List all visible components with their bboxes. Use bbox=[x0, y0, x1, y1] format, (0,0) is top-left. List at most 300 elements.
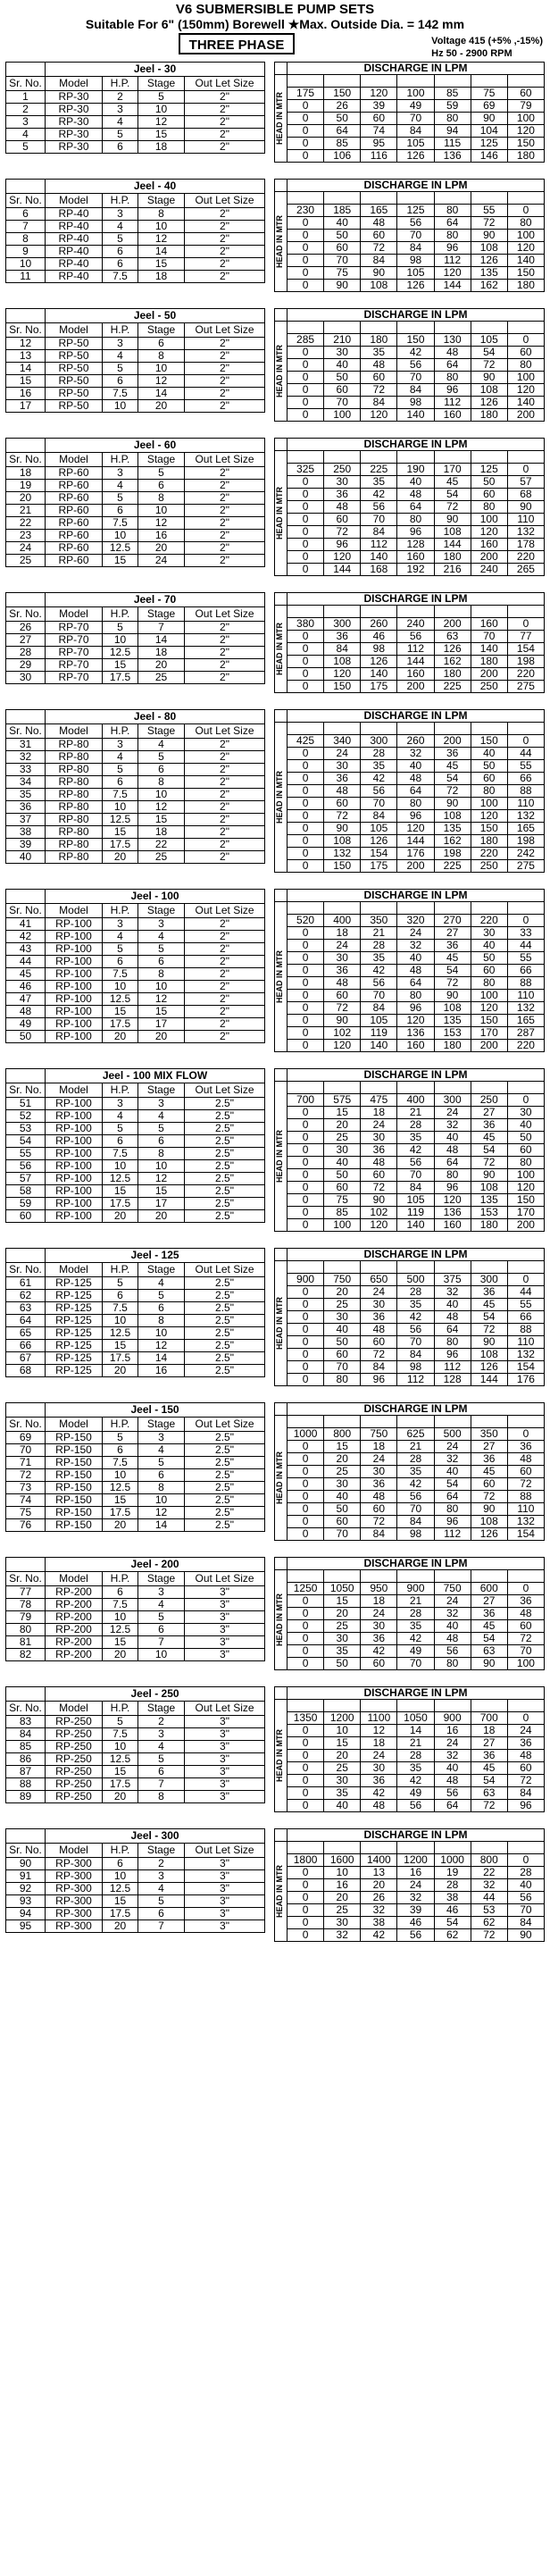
horsepower: 17.5 bbox=[103, 1507, 138, 1519]
stage-count: 14 bbox=[138, 634, 185, 647]
flow-rate: 105 bbox=[471, 334, 507, 347]
stage-count: 3 bbox=[138, 1870, 185, 1883]
head-value: 35 bbox=[397, 1620, 434, 1633]
table-row bbox=[275, 514, 545, 526]
flow-rate: 320 bbox=[397, 915, 434, 927]
head-value: 25 bbox=[324, 1132, 361, 1144]
sr-no: 53 bbox=[6, 1123, 46, 1135]
table-row bbox=[6, 542, 265, 555]
head-value: 36 bbox=[471, 1286, 507, 1299]
head-value: 27 bbox=[471, 1107, 507, 1119]
table-row bbox=[275, 1374, 545, 1386]
stage-count: 5 bbox=[138, 1611, 185, 1624]
stage-count: 3 bbox=[138, 1586, 185, 1599]
head-axis-label bbox=[275, 1700, 288, 1812]
stage-count: 8 bbox=[138, 776, 185, 789]
head-value: 60 bbox=[507, 1762, 544, 1775]
head-value: 120 bbox=[361, 1219, 397, 1232]
pump-group bbox=[5, 889, 545, 1056]
head-value: 128 bbox=[397, 539, 434, 551]
stage-count: 10 bbox=[138, 1327, 185, 1340]
head-value: 0 bbox=[288, 977, 324, 990]
head-value: 15 bbox=[324, 1737, 361, 1750]
flow-rate: 210 bbox=[324, 334, 361, 347]
model-name: RP-40 bbox=[46, 246, 103, 258]
head-value: 200 bbox=[471, 1040, 507, 1052]
stage-count: 20 bbox=[138, 659, 185, 672]
horsepower: 5 bbox=[103, 943, 138, 956]
head-value: 90 bbox=[471, 1503, 507, 1516]
head-value: 0 bbox=[288, 848, 324, 860]
horsepower: 12.5 bbox=[103, 993, 138, 1006]
head-value: 30 bbox=[324, 1917, 361, 1929]
sr-no: 88 bbox=[6, 1778, 46, 1791]
head-value: 79 bbox=[507, 100, 544, 113]
head-value: 106 bbox=[324, 150, 361, 163]
stage-count: 4 bbox=[138, 1277, 185, 1290]
table-row bbox=[6, 338, 265, 350]
head-value: 60 bbox=[507, 1144, 544, 1157]
col-header-outlet: Out Let Size bbox=[185, 724, 265, 739]
head-value: 84 bbox=[324, 643, 361, 656]
head-value: 60 bbox=[361, 372, 397, 384]
head-value: 80 bbox=[434, 230, 471, 242]
head-value: 144 bbox=[324, 564, 361, 576]
head-value: 42 bbox=[361, 965, 397, 977]
head-value: 30 bbox=[324, 1144, 361, 1157]
head-value: 135 bbox=[434, 1015, 471, 1027]
head-value: 0 bbox=[288, 1892, 324, 1904]
head-value: 0 bbox=[288, 681, 324, 693]
flow-rate: 0 bbox=[507, 1712, 544, 1725]
model-name: RP-30 bbox=[46, 104, 103, 116]
head-value: 36 bbox=[324, 965, 361, 977]
head-value: 42 bbox=[397, 1311, 434, 1324]
head-value: 60 bbox=[507, 1620, 544, 1633]
sr-no: 44 bbox=[6, 956, 46, 968]
flow-rate: 300 bbox=[471, 1274, 507, 1286]
head-value: 70 bbox=[361, 514, 397, 526]
head-value: 0 bbox=[288, 138, 324, 150]
head-value: 60 bbox=[324, 1349, 361, 1361]
table-row bbox=[6, 1883, 265, 1895]
head-value: 45 bbox=[434, 476, 471, 489]
outlet-size: 2" bbox=[185, 375, 265, 388]
head-value: 84 bbox=[397, 125, 434, 138]
stage-count: 12 bbox=[138, 233, 185, 246]
head-value: 54 bbox=[471, 1633, 507, 1645]
sr-no: 56 bbox=[6, 1160, 46, 1173]
col-header-outlet: Out Let Size bbox=[185, 904, 265, 918]
table-row bbox=[275, 1015, 545, 1027]
head-value: 154 bbox=[507, 1361, 544, 1374]
model-name: RP-100 bbox=[46, 918, 103, 931]
head-value: 60 bbox=[324, 1516, 361, 1528]
col-header-outlet: Out Let Size bbox=[185, 1702, 265, 1716]
table-row bbox=[6, 129, 265, 141]
horsepower: 6 bbox=[103, 505, 138, 517]
stage-count: 25 bbox=[138, 672, 185, 684]
head-value: 108 bbox=[434, 810, 471, 823]
head-value: 84 bbox=[397, 1516, 434, 1528]
head-value: 36 bbox=[361, 1633, 397, 1645]
stage-count: 15 bbox=[138, 258, 185, 271]
horsepower: 7.5 bbox=[103, 1599, 138, 1611]
group-name: Jeel - 250 bbox=[46, 1687, 265, 1702]
head-value: 46 bbox=[434, 1904, 471, 1917]
table-row bbox=[6, 1290, 265, 1302]
flow-rate: 0 bbox=[507, 1274, 544, 1286]
group-name: Jeel - 150 bbox=[46, 1403, 265, 1418]
stage-count: 8 bbox=[138, 968, 185, 981]
head-value: 0 bbox=[288, 952, 324, 965]
model-name: RP-100 bbox=[46, 1160, 103, 1173]
head-value: 0 bbox=[288, 1194, 324, 1207]
outlet-size: 2" bbox=[185, 129, 265, 141]
head-value: 63 bbox=[471, 1645, 507, 1658]
model-name: RP-80 bbox=[46, 801, 103, 814]
stage-count: 6 bbox=[138, 1302, 185, 1315]
table-row bbox=[6, 1519, 265, 1532]
table-row bbox=[275, 138, 545, 150]
horsepower: 5 bbox=[103, 622, 138, 634]
flow-rate: 400 bbox=[324, 915, 361, 927]
head-value: 0 bbox=[288, 1904, 324, 1917]
sr-no: 39 bbox=[6, 839, 46, 851]
head-value: 0 bbox=[288, 1207, 324, 1219]
head-value: 13 bbox=[361, 1867, 397, 1879]
model-table bbox=[5, 592, 265, 684]
head-value: 42 bbox=[361, 1787, 397, 1800]
horsepower: 7.5 bbox=[103, 968, 138, 981]
stage-count: 14 bbox=[138, 1519, 185, 1532]
model-name: RP-100 bbox=[46, 1210, 103, 1223]
flow-rate: 300 bbox=[361, 735, 397, 748]
table-row bbox=[6, 530, 265, 542]
outlet-size: 2" bbox=[185, 542, 265, 555]
head-value: 0 bbox=[288, 1132, 324, 1144]
col-header-outlet: Out Let Size bbox=[185, 1844, 265, 1858]
stage-count: 5 bbox=[138, 1457, 185, 1469]
table-row bbox=[275, 1762, 545, 1775]
head-value: 30 bbox=[324, 1478, 361, 1491]
horsepower: 20 bbox=[103, 1649, 138, 1661]
head-value: 100 bbox=[471, 990, 507, 1002]
table-row bbox=[6, 1340, 265, 1352]
model-name: RP-100 bbox=[46, 1173, 103, 1185]
head-label-text: HEAD IN MTR bbox=[275, 950, 284, 1003]
sr-no: 80 bbox=[6, 1624, 46, 1636]
table-row bbox=[6, 1908, 265, 1920]
stage-count: 16 bbox=[138, 530, 185, 542]
head-value: 80 bbox=[507, 1157, 544, 1169]
table-row bbox=[275, 860, 545, 873]
head-value: 135 bbox=[434, 823, 471, 835]
head-label-text: HEAD IN MTR bbox=[275, 1593, 284, 1646]
head-value: 54 bbox=[434, 489, 471, 501]
horsepower: 2 bbox=[103, 91, 138, 104]
head-value: 0 bbox=[288, 1119, 324, 1132]
col-header-hp: H.P. bbox=[103, 1263, 138, 1277]
table-row bbox=[275, 1929, 545, 1942]
outlet-size: 2" bbox=[185, 271, 265, 283]
outlet-size: 3" bbox=[185, 1766, 265, 1778]
model-name: RP-150 bbox=[46, 1457, 103, 1469]
head-value: 178 bbox=[507, 539, 544, 551]
table-row bbox=[6, 826, 265, 839]
sr-no: 86 bbox=[6, 1753, 46, 1766]
head-value: 119 bbox=[361, 1027, 397, 1040]
head-value: 115 bbox=[434, 138, 471, 150]
head-value: 40 bbox=[397, 952, 434, 965]
table-row bbox=[6, 400, 265, 413]
head-value: 105 bbox=[361, 823, 397, 835]
model-name: RP-150 bbox=[46, 1519, 103, 1532]
table-row bbox=[275, 940, 545, 952]
head-value: 126 bbox=[471, 255, 507, 267]
head-value: 72 bbox=[471, 1324, 507, 1336]
table-row bbox=[6, 1753, 265, 1766]
outlet-size: 3" bbox=[185, 1728, 265, 1741]
head-value: 0 bbox=[288, 1608, 324, 1620]
table-row bbox=[6, 1352, 265, 1365]
flow-rate: 700 bbox=[471, 1712, 507, 1725]
col-header-sr: Sr. No. bbox=[6, 904, 46, 918]
head-value: 170 bbox=[471, 1027, 507, 1040]
table-row bbox=[6, 1766, 265, 1778]
head-value: 56 bbox=[397, 1324, 434, 1336]
model-table bbox=[5, 1402, 265, 1532]
head-value: 170 bbox=[507, 1207, 544, 1219]
discharge-header: DISCHARGE IN LPM bbox=[288, 710, 545, 723]
head-value: 0 bbox=[288, 631, 324, 643]
head-value: 45 bbox=[434, 760, 471, 773]
group-name: Jeel - 100 bbox=[46, 890, 265, 904]
stage-count: 4 bbox=[138, 1741, 185, 1753]
stage-count: 7 bbox=[138, 1778, 185, 1791]
outlet-size: 2.5" bbox=[185, 1519, 265, 1532]
head-value: 250 bbox=[471, 681, 507, 693]
head-value: 0 bbox=[288, 785, 324, 798]
head-value: 140 bbox=[397, 1219, 434, 1232]
head-value: 40 bbox=[324, 1324, 361, 1336]
flow-rate: 0 bbox=[507, 205, 544, 217]
flow-rate: 225 bbox=[361, 464, 397, 476]
model-name: RP-100 bbox=[46, 1006, 103, 1018]
pump-group bbox=[5, 592, 545, 697]
outlet-size: 2" bbox=[185, 1031, 265, 1043]
head-value: 16 bbox=[324, 1879, 361, 1892]
table-row bbox=[6, 1198, 265, 1210]
head-value: 70 bbox=[361, 798, 397, 810]
table-row bbox=[6, 1636, 265, 1649]
stage-count: 5 bbox=[138, 1753, 185, 1766]
table-row bbox=[275, 1441, 545, 1453]
discharge-header: DISCHARGE IN LPM bbox=[288, 180, 545, 192]
group-name: Jeel - 125 bbox=[46, 1249, 265, 1263]
head-label-text: HEAD IN MTR bbox=[275, 623, 284, 675]
head-value: 24 bbox=[361, 1286, 397, 1299]
head-value: 28 bbox=[397, 1286, 434, 1299]
head-value: 40 bbox=[324, 217, 361, 230]
table-row bbox=[275, 1775, 545, 1787]
discharge-header: DISCHARGE IN LPM bbox=[288, 1403, 545, 1416]
head-value: 77 bbox=[507, 631, 544, 643]
table-row bbox=[6, 1870, 265, 1883]
head-axis-label bbox=[275, 606, 288, 693]
head-value: 54 bbox=[471, 1144, 507, 1157]
head-value: 70 bbox=[397, 1336, 434, 1349]
head-value: 108 bbox=[471, 384, 507, 397]
head-value: 50 bbox=[324, 113, 361, 125]
discharge-table bbox=[274, 889, 545, 1052]
head-value: 0 bbox=[288, 1157, 324, 1169]
stage-count: 5 bbox=[138, 751, 185, 764]
head-value: 90 bbox=[471, 372, 507, 384]
sr-no: 27 bbox=[6, 634, 46, 647]
col-header-stage: Stage bbox=[138, 904, 185, 918]
head-value: 120 bbox=[471, 1002, 507, 1015]
model-name: RP-150 bbox=[46, 1482, 103, 1494]
head-value: 30 bbox=[507, 1107, 544, 1119]
head-value: 126 bbox=[397, 280, 434, 292]
head-value: 0 bbox=[288, 1658, 324, 1670]
model-table bbox=[5, 308, 265, 413]
sr-no: 31 bbox=[6, 739, 46, 751]
head-value: 108 bbox=[361, 280, 397, 292]
discharge-header: DISCHARGE IN LPM bbox=[288, 439, 545, 451]
flow-rate: 700 bbox=[288, 1094, 324, 1107]
head-value: 49 bbox=[397, 1787, 434, 1800]
head-value: 90 bbox=[434, 990, 471, 1002]
table-row bbox=[275, 1182, 545, 1194]
table-row bbox=[275, 1286, 545, 1299]
head-value: 24 bbox=[324, 748, 361, 760]
table-row bbox=[275, 1595, 545, 1608]
head-value: 0 bbox=[288, 1775, 324, 1787]
flow-rate: 0 bbox=[507, 735, 544, 748]
stage-count: 15 bbox=[138, 1185, 185, 1198]
flow-rate: 900 bbox=[397, 1583, 434, 1595]
sr-no: 89 bbox=[6, 1791, 46, 1803]
head-value: 72 bbox=[507, 1478, 544, 1491]
head-value: 72 bbox=[507, 1633, 544, 1645]
sr-no: 4 bbox=[6, 129, 46, 141]
table-row bbox=[275, 1737, 545, 1750]
outlet-size: 2" bbox=[185, 918, 265, 931]
stage-count: 6 bbox=[138, 1624, 185, 1636]
group-name: Jeel - 80 bbox=[46, 710, 265, 724]
head-value: 30 bbox=[324, 1775, 361, 1787]
horsepower: 4 bbox=[103, 931, 138, 943]
head-axis-label bbox=[275, 1082, 288, 1232]
model-name: RP-60 bbox=[46, 542, 103, 555]
head-value: 0 bbox=[288, 113, 324, 125]
head-value: 96 bbox=[397, 810, 434, 823]
stage-count: 5 bbox=[138, 1123, 185, 1135]
head-value: 56 bbox=[397, 1929, 434, 1942]
head-axis-label bbox=[275, 192, 288, 292]
head-value: 66 bbox=[507, 965, 544, 977]
sr-no: 62 bbox=[6, 1290, 46, 1302]
pump-group bbox=[5, 62, 545, 166]
table-row bbox=[275, 848, 545, 860]
horsepower: 12.5 bbox=[103, 542, 138, 555]
col-header-outlet: Out Let Size bbox=[185, 77, 265, 91]
sr-no: 36 bbox=[6, 801, 46, 814]
head-value: 200 bbox=[507, 1219, 544, 1232]
head-value: 72 bbox=[471, 1157, 507, 1169]
discharge-table bbox=[274, 438, 545, 576]
discharge-table bbox=[274, 1557, 545, 1670]
head-value: 36 bbox=[361, 1478, 397, 1491]
table-row bbox=[6, 1457, 265, 1469]
table-row bbox=[275, 1324, 545, 1336]
flow-rate: 85 bbox=[434, 88, 471, 100]
head-value: 0 bbox=[288, 1633, 324, 1645]
col-header-sr: Sr. No. bbox=[6, 453, 46, 467]
sr-no: 11 bbox=[6, 271, 46, 283]
model-table bbox=[5, 889, 265, 1043]
head-value: 88 bbox=[507, 1324, 544, 1336]
horsepower: 6 bbox=[103, 246, 138, 258]
discharge-table bbox=[274, 1828, 545, 1942]
table-row bbox=[275, 1144, 545, 1157]
table-row bbox=[275, 1361, 545, 1374]
horsepower: 5 bbox=[103, 764, 138, 776]
head-value: 162 bbox=[434, 656, 471, 668]
table-row bbox=[6, 1469, 265, 1482]
model-name: RP-125 bbox=[46, 1365, 103, 1377]
head-value: 0 bbox=[288, 1800, 324, 1812]
flow-rate: 100 bbox=[397, 88, 434, 100]
horsepower: 3 bbox=[103, 739, 138, 751]
group-name: Jeel - 60 bbox=[46, 439, 265, 453]
head-value: 0 bbox=[288, 1361, 324, 1374]
head-value: 42 bbox=[361, 489, 397, 501]
stage-count: 14 bbox=[138, 1352, 185, 1365]
stage-count: 6 bbox=[138, 1908, 185, 1920]
sr-no: 18 bbox=[6, 467, 46, 480]
head-value: 110 bbox=[507, 990, 544, 1002]
outlet-size: 2" bbox=[185, 981, 265, 993]
outlet-size: 2" bbox=[185, 400, 265, 413]
head-value: 48 bbox=[507, 1453, 544, 1466]
outlet-size: 2.5" bbox=[185, 1482, 265, 1494]
flow-rate: 1100 bbox=[361, 1712, 397, 1725]
head-value: 50 bbox=[507, 1132, 544, 1144]
head-value: 74 bbox=[361, 125, 397, 138]
table-row bbox=[275, 643, 545, 656]
model-name: RP-100 bbox=[46, 1110, 103, 1123]
model-name: RP-50 bbox=[46, 388, 103, 400]
flow-rate: 900 bbox=[434, 1712, 471, 1725]
table-row bbox=[275, 748, 545, 760]
flow-rate: 380 bbox=[288, 618, 324, 631]
stage-count: 12 bbox=[138, 1173, 185, 1185]
head-value: 126 bbox=[397, 150, 434, 163]
sr-no: 26 bbox=[6, 622, 46, 634]
flow-rate: 425 bbox=[288, 735, 324, 748]
stage-count: 5 bbox=[138, 1895, 185, 1908]
head-value: 0 bbox=[288, 1144, 324, 1157]
head-value: 110 bbox=[507, 1503, 544, 1516]
outlet-size: 2" bbox=[185, 634, 265, 647]
flow-rate: 185 bbox=[324, 205, 361, 217]
head-value: 42 bbox=[397, 1775, 434, 1787]
horsepower: 17.5 bbox=[103, 1352, 138, 1365]
group-name: Jeel - 70 bbox=[46, 593, 265, 607]
